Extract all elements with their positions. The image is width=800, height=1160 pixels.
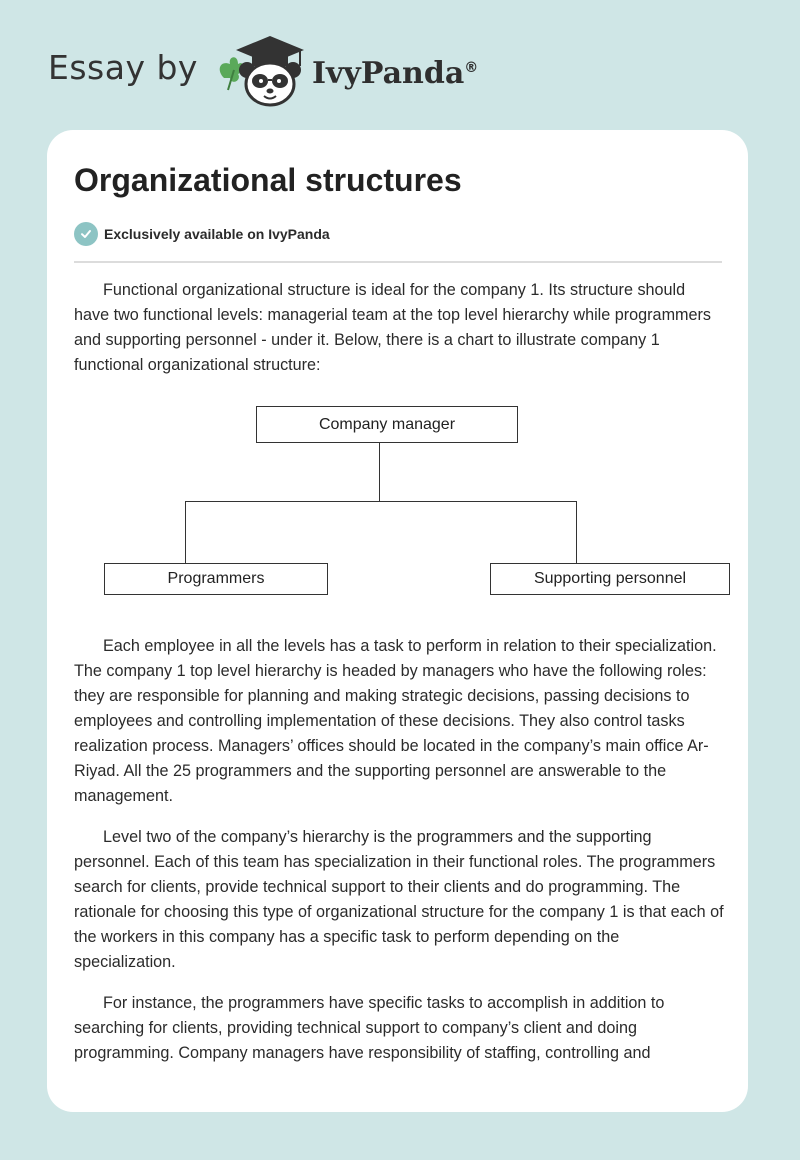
- org-node-supporting-personnel: Supporting personnel: [490, 563, 730, 595]
- paragraph: Functional organizational structure is ideal for the company 1. Its structure should have two functional levels: managerial team at the top level hierarchy while programmers and supporting personnel - under it. Below, there is a chart to illustrate company 1 functional organizational structure:: [74, 281, 712, 374]
- org-node-programmers: Programmers: [104, 563, 328, 595]
- page-title: Organizational structures: [74, 162, 462, 198]
- brand-name[interactable]: [312, 56, 478, 91]
- site-header: [48, 30, 548, 110]
- brand-text: IvyPanda: [311, 55, 465, 91]
- paragraph: For instance, the programmers have specific tasks to accomplish in addition to searching for clients, providing technical support to company’s client and doing programming. Company managers have responsibility of staffing, controlling and: [74, 994, 665, 1062]
- essay-card: [47, 130, 748, 1112]
- exclusive-badge-label: Exclusively available on IvyPanda: [104, 226, 330, 242]
- connector-line: [576, 501, 577, 563]
- ivypanda-logo-icon[interactable]: [214, 30, 308, 110]
- paragraph: Each employee in all the levels has a task to perform in relation to their specialization. The company 1 top level hierarchy is headed by managers who have the following roles: they are responsible for planning and making strategic decisions, passing decisions to employees and controlling implementation of these decisions. They also control tasks realization process. Managers’ offices should be located in the company’s main office Ar-Riyad. All the 25 programmers and the supporting personnel are answerable to the management.: [74, 637, 717, 805]
- connector-line: [185, 501, 577, 502]
- essay-by-label: Essay by: [48, 47, 198, 87]
- connector-line: [379, 443, 380, 501]
- org-node-company-manager: Company manager: [256, 406, 518, 443]
- paragraph: Level two of the company’s hierarchy is the programmers and the supporting personnel. Each of this team has specialization in their functional roles. The programmers search for clients, provide technical support to their clients and do programming. The rationale for choosing this type of organizational structure for the company 1 is that each of the workers in this company has a specific task to perform depending on the specialization.: [74, 828, 724, 971]
- registered-mark: ®: [464, 59, 479, 76]
- exclusive-badge: [74, 222, 330, 246]
- check-icon: [74, 222, 98, 246]
- connector-line: [185, 501, 186, 563]
- title-divider: [74, 261, 722, 263]
- org-chart: [104, 406, 730, 596]
